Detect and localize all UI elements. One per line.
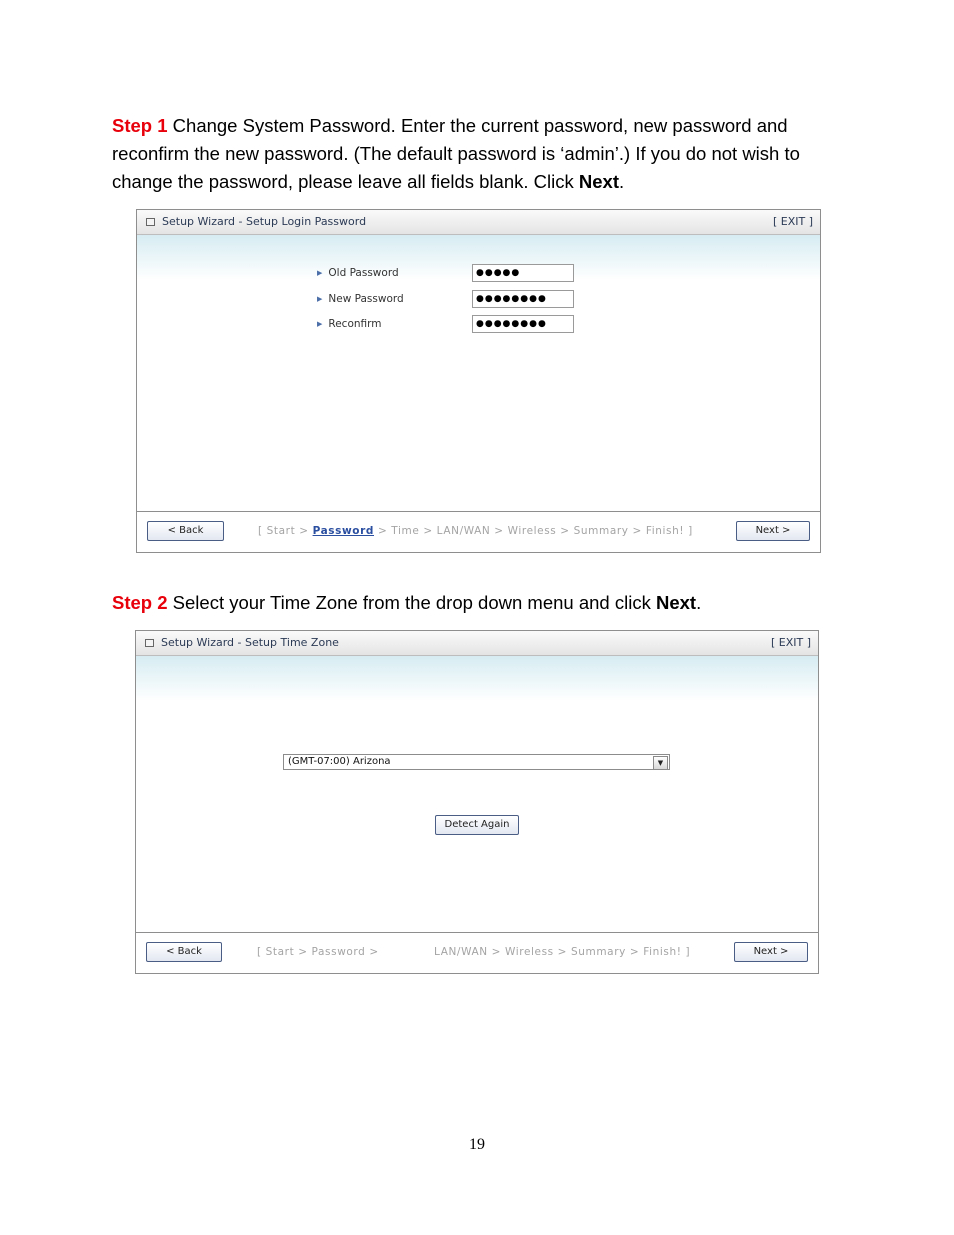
wizard-title-bar [136, 631, 818, 656]
exit-link[interactable]: [ EXIT ] [772, 215, 813, 228]
detect-again-button[interactable]: Detect Again [435, 815, 519, 835]
chevron-down-icon[interactable]: ▼ [653, 756, 668, 770]
login-password-wizard [136, 209, 821, 553]
bullet-arrow-icon: ▶ [317, 295, 323, 303]
bullet-arrow-icon: ▶ [317, 320, 323, 328]
window-icon [146, 218, 155, 226]
old-password-label: ▶ Old Password [317, 267, 399, 279]
next-button[interactable]: Next > [736, 521, 810, 541]
step2-label: Step 2 [112, 592, 168, 613]
step2-text: Select your Time Zone from the drop down menu and click [167, 592, 656, 613]
next-button[interactable]: Next > [734, 942, 808, 962]
exit-link[interactable]: [ EXIT ] [770, 636, 811, 649]
wizard-breadcrumb: [ Start > Password > [257, 946, 379, 958]
new-password-input[interactable] [472, 290, 574, 308]
wizard-breadcrumb-rest: LAN/WAN > Wireless > Summary > Finish! ] [434, 946, 691, 958]
step2-next-word: Next [655, 592, 697, 613]
step2-paragraph [112, 589, 852, 617]
step1-label: Step 1 [112, 115, 168, 136]
wizard-footer [137, 511, 820, 552]
wizard-footer [136, 932, 818, 973]
step1-text: Change System Password. Enter the current password, new password and reconfirm the new password. (The default password is ‘admin’.) If you do not wish to change the password, please leave all fields blank. Click [112, 115, 800, 192]
reconfirm-label: ▶ Reconfirm [317, 318, 382, 330]
time-zone-select[interactable] [283, 754, 670, 770]
page-number: 19 [469, 1136, 485, 1153]
old-password-input[interactable] [472, 264, 574, 282]
header-gradient-band [136, 656, 818, 701]
step2-end: . [696, 592, 702, 613]
wizard-breadcrumb: [ Start > Password > Time > LAN/WAN > Wireless > Summary > Finish! ] [258, 525, 693, 537]
window-icon [145, 639, 154, 647]
step1-paragraph [112, 112, 852, 196]
time-zone-value: (GMT-07:00) Arizona [288, 756, 391, 767]
wizard-title: Setup Wizard - Setup Time Zone [161, 636, 339, 649]
wizard-title-bar [137, 210, 820, 235]
back-button[interactable]: < Back [146, 942, 222, 962]
step1-end: . [618, 171, 625, 192]
bullet-arrow-icon: ▶ [317, 269, 323, 277]
back-button[interactable]: < Back [147, 521, 224, 541]
reconfirm-input[interactable] [472, 315, 574, 333]
wizard-title: Setup Wizard - Setup Login Password [162, 215, 367, 228]
time-zone-wizard [135, 630, 819, 974]
new-password-label: ▶ New Password [317, 293, 404, 305]
step1-next-word: Next [578, 171, 619, 192]
breadcrumb-current-step: Password [312, 525, 374, 537]
